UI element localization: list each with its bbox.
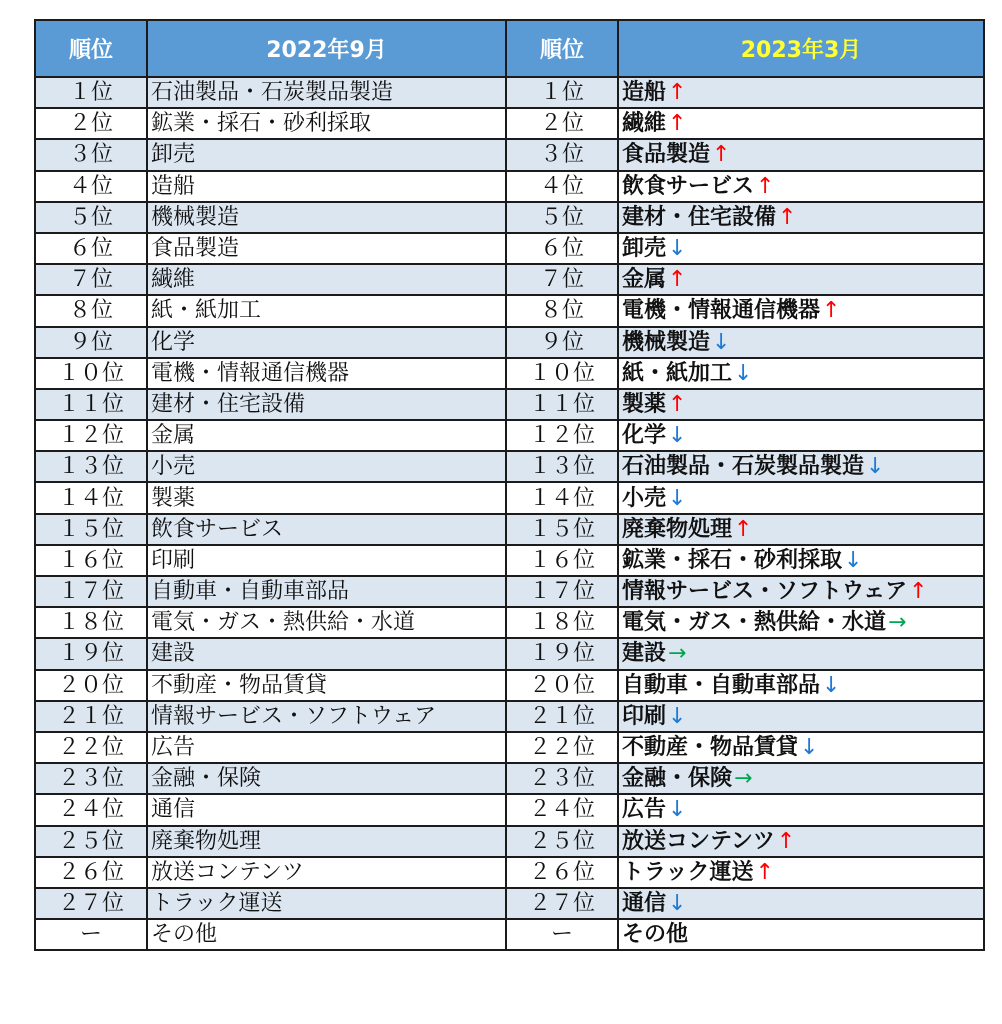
table-row xyxy=(35,202,506,233)
rank-cell: ２２位 xyxy=(506,732,618,763)
table-row xyxy=(506,638,984,669)
table-row xyxy=(35,826,506,857)
rank-cell: １５位 xyxy=(506,514,618,545)
industry-name: 電気・ガス・熱供給・水道 xyxy=(151,610,416,636)
industry-cell xyxy=(618,389,984,420)
table-row xyxy=(35,576,506,607)
industry-name: 化学 xyxy=(622,423,667,449)
rank-cell: １８位 xyxy=(35,607,147,638)
industry-cell xyxy=(618,108,984,139)
industry-name: 建設 xyxy=(151,641,196,667)
rank-cell: ２１位 xyxy=(35,701,147,732)
table-row xyxy=(506,451,984,482)
rank-cell: ２５位 xyxy=(506,826,618,857)
rank-cell: ８位 xyxy=(506,295,618,326)
industry-cell xyxy=(147,607,506,638)
industry-cell xyxy=(618,763,984,794)
industry-name: 石油製品・石炭製品製造 xyxy=(151,80,394,106)
industry-name: 不動産・物品賃貸 xyxy=(622,735,799,761)
industry-cell xyxy=(147,482,506,513)
table-row xyxy=(506,545,984,576)
industry-name: その他 xyxy=(151,922,218,948)
rank-cell: １８位 xyxy=(506,607,618,638)
table-row xyxy=(506,919,984,950)
industry-cell xyxy=(147,171,506,202)
industry-cell xyxy=(147,77,506,108)
industry-name: 飲食サービス xyxy=(151,516,284,542)
table-row xyxy=(506,576,984,607)
industry-name: 不動産・物品賃貸 xyxy=(151,672,328,698)
arrow-right-icon: → xyxy=(888,610,907,636)
rank-cell: １位 xyxy=(506,77,618,108)
industry-name: 建材・住宅設備 xyxy=(151,391,306,417)
industry-name: 小売 xyxy=(151,454,196,480)
arrow-up-icon: ↑ xyxy=(668,267,687,293)
table-row xyxy=(506,108,984,139)
rank-cell: １３位 xyxy=(506,451,618,482)
table-row xyxy=(506,358,984,389)
industry-cell xyxy=(147,264,506,295)
industry-name: 金融・保険 xyxy=(151,766,262,792)
table-row xyxy=(35,108,506,139)
industry-cell xyxy=(147,794,506,825)
rank-cell: ２４位 xyxy=(35,794,147,825)
industry-cell xyxy=(618,888,984,919)
industry-cell xyxy=(618,826,984,857)
rank-cell: １９位 xyxy=(506,638,618,669)
table-row xyxy=(35,545,506,576)
table-row xyxy=(35,701,506,732)
industry-name: 廃棄物処理 xyxy=(151,828,262,854)
rank-cell: ２０位 xyxy=(35,670,147,701)
rank-cell: １位 xyxy=(35,77,147,108)
arrow-down-icon: ↓ xyxy=(668,423,687,449)
header-row xyxy=(35,20,506,77)
arrow-down-icon: ↓ xyxy=(866,454,885,480)
rank-cell: ２位 xyxy=(35,108,147,139)
table-row xyxy=(35,919,506,950)
industry-name: 紙・紙加工 xyxy=(151,298,262,324)
arrow-up-icon: ↑ xyxy=(668,391,687,417)
industry-cell xyxy=(618,327,984,358)
rank-cell: ２３位 xyxy=(506,763,618,794)
arrow-up-icon: ↑ xyxy=(909,579,928,605)
industry-cell xyxy=(147,451,506,482)
industry-name: 金属 xyxy=(151,423,196,449)
header-row xyxy=(506,20,984,77)
rank-cell: ７位 xyxy=(35,264,147,295)
rank-cell: １２位 xyxy=(506,420,618,451)
industry-cell xyxy=(147,295,506,326)
arrow-down-icon: ↓ xyxy=(800,735,819,761)
industry-name: 広告 xyxy=(151,735,196,761)
rank-header: 順位 xyxy=(35,20,147,77)
industry-cell xyxy=(618,545,984,576)
table-row xyxy=(35,171,506,202)
arrow-up-icon: ↑ xyxy=(778,204,797,230)
industry-name: 繊維 xyxy=(622,111,667,137)
rank-cell: ６位 xyxy=(506,233,618,264)
arrow-down-icon: ↓ xyxy=(668,485,687,511)
rank-cell: １０位 xyxy=(506,358,618,389)
industry-name: 食品製造 xyxy=(151,236,240,262)
industry-cell xyxy=(147,670,506,701)
rank-cell: １１位 xyxy=(35,389,147,420)
table-row xyxy=(506,888,984,919)
arrow-up-icon: ↑ xyxy=(755,859,774,885)
industry-name: 鉱業・採石・砂利採取 xyxy=(622,547,843,573)
rank-cell: １０位 xyxy=(35,358,147,389)
table-row xyxy=(35,327,506,358)
table-row xyxy=(506,514,984,545)
industry-name: 化学 xyxy=(151,329,196,355)
table-row xyxy=(506,607,984,638)
industry-name: その他 xyxy=(622,922,689,948)
rank-cell: ４位 xyxy=(506,171,618,202)
arrow-up-icon: ↑ xyxy=(822,298,841,324)
industry-cell xyxy=(147,919,506,950)
industry-name: 卸売 xyxy=(151,142,196,168)
ranking-table-2023-03 xyxy=(505,19,985,951)
industry-cell xyxy=(147,857,506,888)
table-row xyxy=(35,482,506,513)
table-row xyxy=(35,607,506,638)
rank-cell: １３位 xyxy=(35,451,147,482)
industry-name: 小売 xyxy=(622,485,667,511)
industry-cell xyxy=(618,701,984,732)
industry-cell xyxy=(618,607,984,638)
industry-name: 食品製造 xyxy=(622,142,711,168)
industry-cell xyxy=(618,420,984,451)
industry-cell xyxy=(618,732,984,763)
table-row xyxy=(506,295,984,326)
table-row xyxy=(35,389,506,420)
industry-name: 紙・紙加工 xyxy=(622,360,733,386)
industry-cell xyxy=(618,451,984,482)
rank-cell: １７位 xyxy=(35,576,147,607)
table-row xyxy=(506,139,984,170)
arrow-right-icon: → xyxy=(668,641,687,667)
rank-cell: ６位 xyxy=(35,233,147,264)
rank-cell: ７位 xyxy=(506,264,618,295)
rank-cell: ー xyxy=(35,919,147,950)
industry-name: 金融・保険 xyxy=(622,766,733,792)
table-row xyxy=(506,482,984,513)
industry-name: トラック運送 xyxy=(622,859,754,885)
arrow-right-icon: → xyxy=(734,766,753,792)
industry-cell xyxy=(618,358,984,389)
industry-name: 自動車・自動車部品 xyxy=(151,579,350,605)
industry-name: 建材・住宅設備 xyxy=(622,204,777,230)
industry-name: 情報サービス・ソフトウェア xyxy=(151,703,437,729)
industry-name: 電気・ガス・熱供給・水道 xyxy=(622,610,887,636)
table-row xyxy=(506,857,984,888)
table-row xyxy=(35,888,506,919)
rank-cell: ２位 xyxy=(506,108,618,139)
rank-cell: ２７位 xyxy=(506,888,618,919)
industry-cell xyxy=(618,857,984,888)
industry-cell xyxy=(618,919,984,950)
industry-cell xyxy=(147,202,506,233)
table-row xyxy=(506,264,984,295)
industry-name: 放送コンテンツ xyxy=(151,859,304,885)
industry-name: 自動車・自動車部品 xyxy=(622,672,821,698)
industry-cell xyxy=(147,233,506,264)
rank-cell: １１位 xyxy=(506,389,618,420)
industry-cell xyxy=(147,701,506,732)
table-row xyxy=(35,732,506,763)
table-row xyxy=(506,670,984,701)
table-row xyxy=(506,389,984,420)
table-row xyxy=(35,794,506,825)
table-row xyxy=(35,295,506,326)
arrow-up-icon: ↑ xyxy=(712,142,731,168)
industry-cell xyxy=(618,264,984,295)
industry-name: 飲食サービス xyxy=(622,173,755,199)
table-row xyxy=(35,420,506,451)
industry-cell xyxy=(618,514,984,545)
industry-cell xyxy=(618,576,984,607)
rank-cell: ２６位 xyxy=(35,857,147,888)
industry-cell xyxy=(147,638,506,669)
industry-cell xyxy=(618,233,984,264)
industry-name: 印刷 xyxy=(151,547,196,573)
industry-cell xyxy=(618,77,984,108)
industry-cell xyxy=(618,794,984,825)
rank-cell: ２５位 xyxy=(35,826,147,857)
rank-cell: ２１位 xyxy=(506,701,618,732)
rank-cell: ー xyxy=(506,919,618,950)
rank-cell: １７位 xyxy=(506,576,618,607)
rank-header: 順位 xyxy=(506,20,618,77)
rank-cell: １９位 xyxy=(35,638,147,669)
rank-cell: １６位 xyxy=(506,545,618,576)
table-row xyxy=(35,857,506,888)
rank-cell: ９位 xyxy=(35,327,147,358)
industry-name: 通信 xyxy=(622,890,667,916)
arrow-up-icon: ↑ xyxy=(668,111,687,137)
industry-cell xyxy=(618,670,984,701)
rank-cell: ３位 xyxy=(506,139,618,170)
table-row xyxy=(506,420,984,451)
industry-cell xyxy=(618,171,984,202)
industry-cell xyxy=(147,389,506,420)
arrow-down-icon: ↓ xyxy=(712,329,731,355)
rank-cell: ２４位 xyxy=(506,794,618,825)
table-row xyxy=(506,171,984,202)
period-header: 2023年3月 xyxy=(618,20,984,77)
arrow-down-icon: ↓ xyxy=(668,236,687,262)
arrow-up-icon: ↑ xyxy=(776,828,796,854)
rank-cell: １４位 xyxy=(35,482,147,513)
industry-cell xyxy=(147,139,506,170)
industry-cell xyxy=(147,327,506,358)
table-row xyxy=(506,202,984,233)
table-row xyxy=(35,358,506,389)
arrow-down-icon: ↓ xyxy=(668,890,687,916)
rank-cell: ３位 xyxy=(35,139,147,170)
industry-name: 卸売 xyxy=(622,236,667,262)
table-row xyxy=(35,670,506,701)
table-row xyxy=(506,701,984,732)
ranking-table-2022-09 xyxy=(34,19,507,951)
table-row xyxy=(35,77,506,108)
arrow-down-icon: ↓ xyxy=(668,703,687,729)
arrow-down-icon: ↓ xyxy=(844,547,863,573)
industry-name: 機械製造 xyxy=(622,329,711,355)
table-row xyxy=(506,233,984,264)
industry-name: トラック運送 xyxy=(151,890,283,916)
arrow-up-icon: ↑ xyxy=(734,516,753,542)
industry-cell xyxy=(147,108,506,139)
arrow-up-icon: ↑ xyxy=(668,80,687,106)
industry-name: 製薬 xyxy=(151,485,196,511)
rank-cell: ２３位 xyxy=(35,763,147,794)
industry-name: 建設 xyxy=(622,641,667,667)
industry-name: 石油製品・石炭製品製造 xyxy=(622,454,865,480)
industry-cell xyxy=(147,576,506,607)
industry-cell xyxy=(147,763,506,794)
table-row xyxy=(35,514,506,545)
arrow-down-icon: ↓ xyxy=(822,672,841,698)
table-body xyxy=(506,77,984,950)
industry-cell xyxy=(618,638,984,669)
rank-cell: １５位 xyxy=(35,514,147,545)
industry-name: 電機・情報通信機器 xyxy=(622,298,821,324)
rank-cell: １４位 xyxy=(506,482,618,513)
table-row xyxy=(35,139,506,170)
table-row xyxy=(506,826,984,857)
rank-cell: ２７位 xyxy=(35,888,147,919)
rank-cell: ２２位 xyxy=(35,732,147,763)
rank-cell: ２０位 xyxy=(506,670,618,701)
industry-cell xyxy=(618,482,984,513)
industry-cell xyxy=(147,826,506,857)
industry-cell xyxy=(147,358,506,389)
industry-name: 印刷 xyxy=(622,703,667,729)
industry-cell xyxy=(147,545,506,576)
arrow-down-icon: ↓ xyxy=(668,797,687,823)
industry-name: 金属 xyxy=(622,267,667,293)
rank-cell: ９位 xyxy=(506,327,618,358)
table-row xyxy=(35,638,506,669)
arrow-up-icon: ↑ xyxy=(756,173,775,199)
table-row xyxy=(506,763,984,794)
industry-cell xyxy=(147,420,506,451)
industry-name: 電機・情報通信機器 xyxy=(151,360,350,386)
table-row xyxy=(35,763,506,794)
industry-name: 機械製造 xyxy=(151,204,240,230)
table-row xyxy=(506,794,984,825)
period-header: 2022年9月 xyxy=(147,20,506,77)
rank-cell: １２位 xyxy=(35,420,147,451)
industry-name: 製薬 xyxy=(622,391,667,417)
rank-cell: ８位 xyxy=(35,295,147,326)
rank-cell: ５位 xyxy=(506,202,618,233)
arrow-down-icon: ↓ xyxy=(734,360,753,386)
industry-name: 通信 xyxy=(151,797,196,823)
table-row xyxy=(35,451,506,482)
industry-name: 広告 xyxy=(622,797,667,823)
industry-name: 鉱業・採石・砂利採取 xyxy=(151,111,372,137)
industry-name: 繊維 xyxy=(151,267,196,293)
table-row xyxy=(506,732,984,763)
industry-cell xyxy=(147,732,506,763)
industry-name: 造船 xyxy=(151,173,196,199)
table-row xyxy=(35,233,506,264)
table-row xyxy=(506,327,984,358)
industry-cell xyxy=(618,202,984,233)
table-row xyxy=(35,264,506,295)
industry-cell xyxy=(618,295,984,326)
rank-cell: ４位 xyxy=(35,171,147,202)
rank-cell: １６位 xyxy=(35,545,147,576)
industry-cell xyxy=(147,888,506,919)
industry-name: 情報サービス・ソフトウェア xyxy=(622,579,908,605)
industry-cell xyxy=(618,139,984,170)
industry-name: 造船 xyxy=(622,80,667,106)
rank-cell: ２６位 xyxy=(506,857,618,888)
rank-cell: ５位 xyxy=(35,202,147,233)
industry-cell xyxy=(147,514,506,545)
industry-name: 廃棄物処理 xyxy=(622,516,733,542)
industry-name: 放送コンテンツ xyxy=(622,828,775,854)
table-row xyxy=(506,77,984,108)
table-body xyxy=(35,77,506,950)
